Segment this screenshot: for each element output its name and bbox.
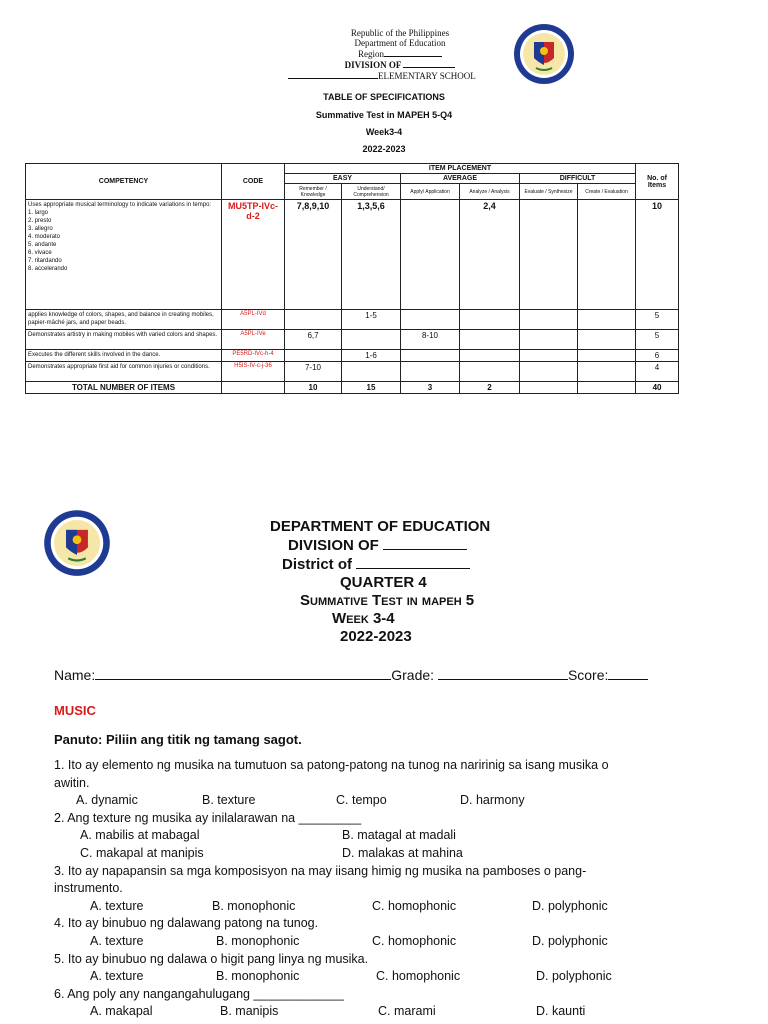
question-text: 4. Ito ay binubuo ng dalawang patong na tunog.: [54, 916, 319, 931]
option-b[interactable]: B. matagal at madali: [342, 828, 456, 843]
cell-apply: [401, 362, 460, 382]
cell-items: 6: [636, 350, 679, 362]
sub-header-analyze: Analyze / Analysis: [460, 184, 520, 200]
competency-code: A5PL-IVe: [222, 330, 285, 350]
cell-create: [578, 330, 636, 350]
option-d[interactable]: D. harmony: [460, 793, 525, 808]
cell-remember: [285, 310, 342, 330]
tempo-list-item: 4. moderato: [28, 234, 61, 240]
tempo-list-item: 1. largo: [28, 210, 49, 216]
cell-create: [578, 350, 636, 362]
tempo-list-item: 7. ritardando: [28, 258, 62, 264]
question-text: 3. Ito ay napapansin sa mga komposisyon na may iisang himig ng musika na pamboses o pang-: [54, 863, 587, 878]
cell-remember: 6,7: [285, 330, 342, 350]
competency-code: H5IS-IV-c-j-36: [222, 362, 285, 382]
option-c[interactable]: C. homophonic: [376, 969, 461, 984]
division-blank: [403, 59, 455, 68]
total-remember: 10: [285, 382, 342, 394]
cell-understand: 1,3,5,6: [342, 200, 401, 310]
option-c[interactable]: C. tempo: [336, 793, 387, 808]
answer-options: [54, 792, 714, 810]
answer-options: [54, 845, 714, 863]
republic-text: Republic of the Philippines: [350, 28, 450, 38]
option-c[interactable]: C. marami: [378, 1004, 436, 1019]
cell-remember: [285, 350, 342, 362]
option-b[interactable]: B. monophonic: [216, 969, 300, 984]
average-header: AVERAGE: [401, 174, 520, 184]
total-row: [26, 382, 679, 394]
instructions: Panuto: Piliin ang titik ng tamang sagot.: [54, 732, 302, 747]
tos-year: 2022-2023: [362, 144, 406, 154]
competency-text: Demonstrates appropriate first aid for common injuries or conditions.: [26, 362, 222, 382]
grade-label: Grade:: [391, 667, 435, 683]
cell-evaluate: [520, 330, 578, 350]
option-a[interactable]: A. texture: [90, 898, 144, 913]
option-d[interactable]: D. polyphonic: [532, 898, 608, 913]
cell-analyze: [460, 330, 520, 350]
cell-apply: [401, 350, 460, 362]
option-d[interactable]: D. polyphonic: [532, 933, 608, 948]
test-dept: DEPARTMENT OF EDUCATION: [270, 518, 491, 535]
cell-items: 5: [636, 330, 679, 350]
competency-code: PE5RD-IVc-h-4: [222, 350, 285, 362]
table-row: [26, 362, 679, 382]
student-info-row: [54, 666, 648, 683]
option-c[interactable]: C. makapal at manipis: [80, 845, 204, 860]
tos-subtitle: Summative Test in MAPEH 5-Q4: [315, 110, 453, 120]
question-list: [54, 757, 714, 1021]
test-year: 2022-2023: [340, 628, 412, 645]
total-understand: 15: [342, 382, 401, 394]
tempo-list-item: 8. accelerando: [28, 266, 68, 272]
cell-analyze: 2,4: [460, 200, 520, 310]
cell-items: 10: [636, 200, 679, 310]
cell-analyze: [460, 310, 520, 330]
section-title: MUSIC: [54, 703, 96, 718]
cell-evaluate: [520, 200, 578, 310]
test-header: [270, 518, 530, 646]
difficult-header: DIFFICULT: [520, 174, 636, 184]
tos-week: Week3-4: [365, 127, 403, 137]
answer-options: [54, 1003, 714, 1021]
cell-analyze: [460, 350, 520, 362]
col-competency-header: COMPETENCY: [26, 164, 222, 200]
option-b[interactable]: B. manipis: [220, 1004, 279, 1019]
cell-apply: 8-10: [401, 330, 460, 350]
total-label: TOTAL NUMBER OF ITEMS: [26, 382, 222, 394]
answer-options: [54, 898, 714, 916]
cell-evaluate: [520, 350, 578, 362]
tempo-list-item: 5. andante: [28, 242, 57, 248]
cell-apply: [401, 200, 460, 310]
total-items: 40: [636, 382, 679, 394]
specification-table: [25, 163, 679, 394]
tos-title: TABLE OF SPECIFICATIONS: [323, 92, 445, 102]
test-title: Summative Test in mapeh 5: [300, 592, 475, 609]
option-b[interactable]: B. monophonic: [216, 933, 300, 948]
competency-text: applies knowledge of colors, shapes, and balance in creating mobiles, papier-mâché jars, and paper beads.: [26, 310, 222, 330]
cell-create: [578, 310, 636, 330]
easy-header: EASY: [285, 174, 401, 184]
table-row: [26, 310, 679, 330]
option-a[interactable]: A. makapal: [90, 1004, 153, 1019]
cell-remember: 7,8,9,10: [285, 200, 342, 310]
table-row: [26, 200, 679, 310]
total-analyze: 2: [460, 382, 520, 394]
option-d[interactable]: D. kaunti: [536, 1004, 586, 1019]
option-c[interactable]: C. homophonic: [372, 933, 457, 948]
cell-understand: 1-6: [342, 350, 401, 362]
tempo-list-item: 3. allegro: [28, 226, 53, 232]
answer-options: [54, 827, 714, 845]
question-text: 5. Ito ay binubuo ng dalawa o higit pang linya ng musika.: [54, 951, 369, 966]
cell-create: [578, 200, 636, 310]
option-c[interactable]: C. homophonic: [372, 898, 457, 913]
school-blank: [288, 70, 378, 79]
cell-items: 4: [636, 362, 679, 382]
tempo-list-item: 6. vivace: [28, 250, 52, 256]
cell-create: [578, 362, 636, 382]
question-text: 6. Ang poly any nangangahulugang _____________: [54, 986, 344, 1001]
cell-evaluate: [520, 310, 578, 330]
cell-items: 5: [636, 310, 679, 330]
cell-analyze: [460, 362, 520, 382]
question-text: awitin.: [54, 775, 90, 790]
sub-header-apply: Apply/ Application: [401, 184, 460, 200]
cell-apply: [401, 310, 460, 330]
sub-header-understand: Understand/ Comprehension: [342, 184, 401, 200]
option-d[interactable]: D. malakas at mahina: [342, 845, 463, 860]
col-code-header: CODE: [222, 164, 285, 200]
deped-seal-icon: [42, 508, 112, 578]
question-text: instrumento.: [54, 881, 123, 896]
answer-options: [54, 933, 714, 951]
test-quarter: QUARTER 4: [340, 574, 427, 591]
option-a[interactable]: A. texture: [90, 933, 144, 948]
question-text: 1. Ito ay elemento ng musika na tumutuon sa patong-patong na tunog na naririnig sa isang musika o: [54, 758, 609, 772]
score-field[interactable]: [608, 666, 648, 680]
option-b[interactable]: B. monophonic: [212, 898, 296, 913]
col-no-items-header: No. of Items: [636, 164, 679, 200]
option-a[interactable]: A. mabilis at mabagal: [80, 828, 200, 843]
competency-text: Executes the different skills involved in the dance.: [26, 350, 222, 362]
competency-text: Uses appropriate musical terminology to indicate variations in tempo:: [28, 202, 212, 208]
answer-options: [54, 968, 714, 986]
competency-code: MU5TP-IVc-d-2: [222, 200, 285, 310]
name-label: Name:: [54, 667, 96, 683]
option-b[interactable]: B. texture: [202, 793, 256, 808]
table-row: [26, 350, 679, 362]
cell-understand: 1-5: [342, 310, 401, 330]
col-item-placement-header: ITEM PLACEMENT: [285, 164, 636, 174]
test-week: Week 3-4: [332, 610, 395, 627]
option-a[interactable]: A. dynamic: [76, 793, 138, 808]
question-text: 2. Ang texture ng musika ay inilalarawan na _________: [54, 810, 362, 825]
deped-seal-icon: [512, 22, 576, 86]
school-label: ELEMENTARY SCHOOL: [378, 71, 476, 81]
name-field[interactable]: [95, 666, 391, 680]
sub-header-evaluate: Evaluate / Synthesize: [520, 184, 578, 200]
region-label: Region: [358, 49, 384, 59]
department-text: Department of Education: [354, 38, 446, 48]
division-label: DIVISION OF: [344, 60, 402, 70]
table-row: [26, 330, 679, 350]
grade-field[interactable]: [438, 666, 568, 680]
competency-text: Demonstrates artistry in making mobiles with varied colors and shapes.: [26, 330, 222, 350]
test-district-label: District of: [282, 556, 353, 573]
option-d[interactable]: D. polyphonic: [536, 969, 612, 984]
cell-understand: [342, 362, 401, 382]
score-label: Score:: [567, 667, 609, 683]
cell-remember: 7-10: [285, 362, 342, 382]
test-division-label: DIVISION OF: [288, 537, 379, 554]
sub-header-remember: Remember / Knowledge: [285, 184, 342, 200]
division-blank: [383, 536, 467, 550]
tos-letterhead: [280, 28, 520, 81]
district-blank: [356, 555, 470, 569]
cell-evaluate: [520, 362, 578, 382]
tempo-list-item: 2. presto: [28, 218, 52, 224]
sub-header-create: Create / Evaluation: [578, 184, 636, 200]
option-a[interactable]: A. texture: [90, 969, 144, 984]
total-apply: 3: [401, 382, 460, 394]
region-blank: [384, 48, 442, 57]
cell-understand: [342, 330, 401, 350]
competency-code: A5PL-IVd: [222, 310, 285, 330]
